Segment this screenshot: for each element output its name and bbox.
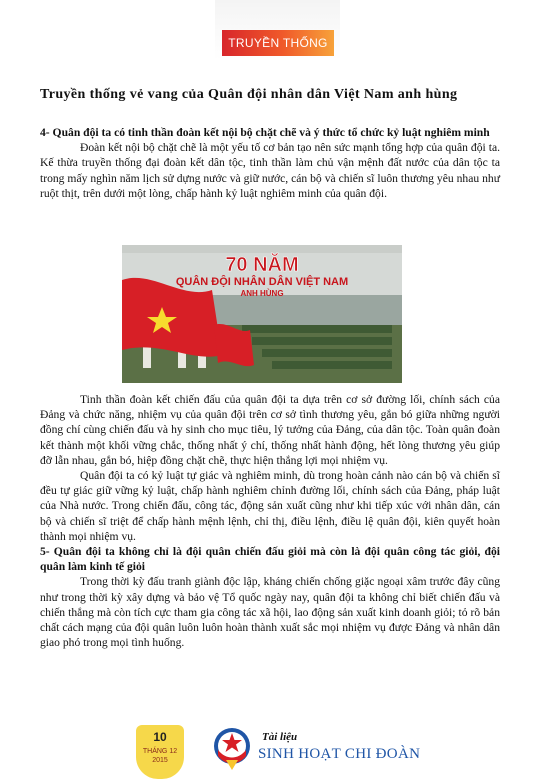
page-title: Truyền thống vẻ vang của Quân đội nhân dân Việt Nam anh hùng (40, 87, 458, 102)
section-5-paragraph-1: Trong thời kỳ đấu tranh giành độc lập, kháng chiến chống giặc ngoại xâm trước đây cũng như trong thời kỳ xây dựng và bảo vệ Tổ quốc ngày nay, quân đội ta không chỉ biết chiến đấu và chiến thắng mà còn tích cực tham gia công tác xã hội, lao động sản xuất kinh doanh giỏi; tỏ rõ bản chất cách mạng của đội quân luôn luôn hoàn thành xuất sắc mọi nhiệm vụ được Đảng và nhân dân giao phó trong mọi tình huống. (40, 575, 500, 650)
anniversary-photo-art (122, 245, 402, 383)
footer-label-big: SINH HOẠT CHI ĐOÀN (258, 746, 421, 762)
page-number: 10 (153, 730, 167, 744)
photo-caption-hero: ANH HÙNG (240, 289, 284, 298)
section-banner-label: TRUYỀN THỐNG (228, 36, 328, 50)
footer-label-small: Tài liệu (262, 731, 298, 743)
section-banner (222, 30, 334, 56)
youth-union-emblem-icon (212, 726, 252, 770)
issue-month: THÁNG 12 (142, 748, 178, 755)
section-4-paragraph-2: Tinh thần đoàn kết chiến đấu của quân đội ta dựa trên cơ sở đường lối, chính sách của Đảng và chức năng, nhiệm vụ của quân đội trên cơ sở tình thương yêu, gắn bó giữa những người đồng chí cùng chiến đấu và hy sinh cho mục tiêu, lý tưởng của Đảng, của dân tộc. Toàn quân đoàn kết thành một khối vững chắc, thống nhất ý chí, thống nhất hành động, hết lòng thương yêu giúp đỡ lẫn nhau, gắn bó, hiệp đồng chặt chẽ, thực hiện thắng lợi mọi nhiệm vụ. (40, 393, 500, 467)
photo-caption-army: QUÂN ĐỘI NHÂN DÂN VIỆT NAM (175, 276, 349, 288)
photo-caption-70: 70 NĂM (225, 254, 299, 276)
section-4-top (40, 125, 500, 201)
section-4-bottom (40, 392, 500, 650)
anniversary-photo (122, 245, 402, 383)
page-number-badge (136, 725, 184, 779)
section-4-paragraph-3: Quân đội ta có kỷ luật tự giác và nghiêm minh, dù trong hoàn cảnh nào cán bộ và chiến sĩ đều tự giác giữ vững kỷ luật, chấp hành nghiêm chỉnh đường lối, chính sách của Đảng, pháp luật của Nhà nước. Trong chiến đấu, công tác, động sản xuất cũng như khi tiếp xúc với nhân dân, cán bộ và chiến sĩ triệt để chấp hành mệnh lệnh, chỉ thị, điều lệnh, điều lệ quân đội, kiên quyết hoàn thành mọi nhiệm vụ. (40, 469, 500, 543)
issue-year: 2015 (152, 757, 168, 764)
section-5-heading: 5- Quân đội ta không chỉ là đội quân chiến đấu giỏi mà còn là đội quân công tác giỏi, đội quân làm kinh tế giỏi (40, 545, 500, 574)
section-4-paragraph-1: Đoàn kết nội bộ chặt chẽ là một yếu tố cơ bản tạo nên sức mạnh tổng hợp của quân đội ta. Kế thừa truyền thống đại đoàn kết dân tộc, tinh thần làm chủ vận mệnh đất nước của dân tộc ta trong mấy nghìn năm lịch sử dựng nước và giữ nước, cán bộ và chiến sĩ luôn thương yêu nhau như ruột thịt, trên dưới một lòng, chấp hành kỷ luật nghiêm minh của quân đội. (40, 141, 500, 200)
section-4-heading: 4- Quân đội ta có tinh thần đoàn kết nội bộ chặt chẽ và ý thức tổ chức kỷ luật nghiêm minh (40, 126, 490, 139)
